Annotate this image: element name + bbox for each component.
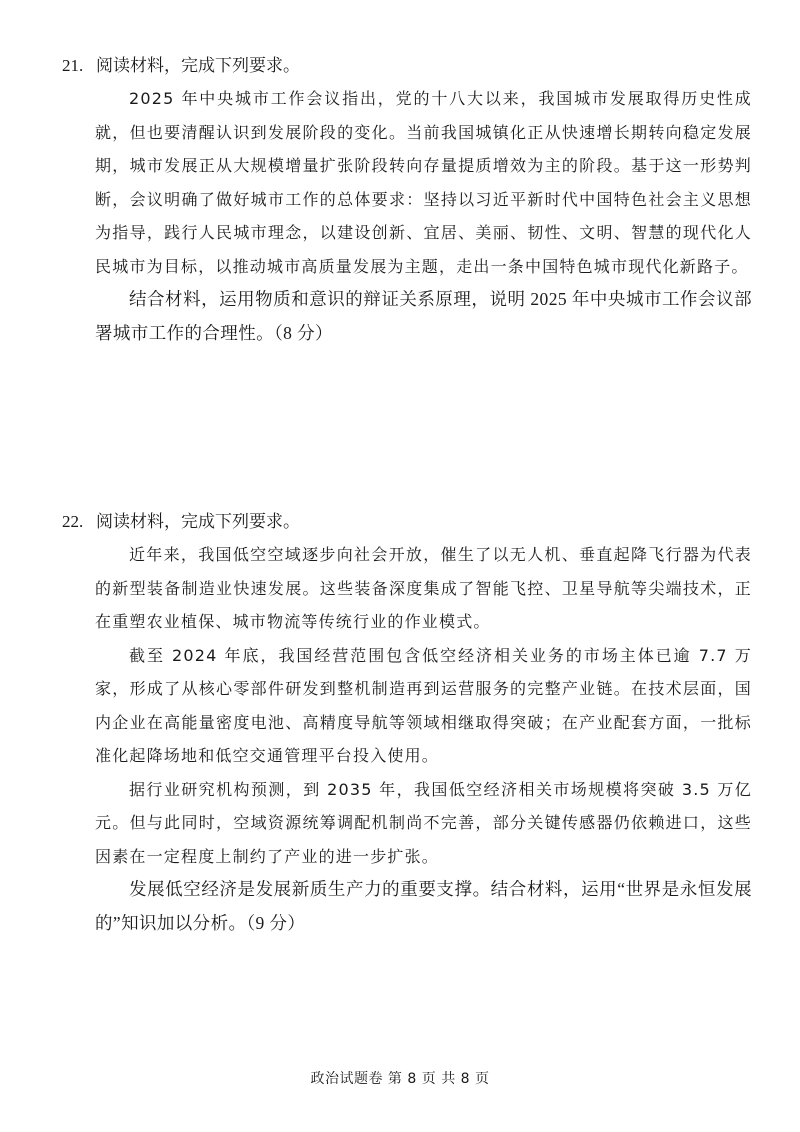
material-paragraph: 截至 2024 年底，我国经营范围包含低空经济相关业务的市场主体已逾 7.7 万家，形成了从核心零部件研发到整机制造再到运营服务的完整产业链。在技术层面，国内企业在高能量密度电池、高精度导航等领域相继取得突破；在产业配套方面，一批标准化起降场地和低空交通管理平台投入使用。 [95, 645, 752, 765]
question-header [62, 508, 752, 536]
page-footer: 政治试题卷 第 8 页 共 8 页 [310, 1071, 490, 1087]
question-instruction: 阅读材料，完成下列要求。 [96, 56, 300, 75]
material-paragraph: 据行业研究机构预测，到 2035 年，我国低空经济相关市场规模将突破 3.5 万亿元。但与此同时，空域资源统筹调配机制尚不完善，部分关键传感器仍依赖进口，这些因素在一定程度上制约了产业的进一步扩张。 [95, 779, 752, 866]
question-header [62, 52, 752, 80]
material-paragraph: 2025 年中央城市工作会议指出，党的十八大以来，我国城市发展取得历史性成就，但也要清醒认识到发展阶段的变化。当前我国城镇化正从快速增长期转向稳定发展期，城市发展正从大规模增量扩张阶段转向存量提质增效为主的阶段。基于这一形势判断，会议明确了做好城市工作的总体要求：坚持以习近平新时代中国特色社会主义思想为指导，践行人民城市理念，以建设创新、宜居、美丽、韧性、文明、智慧的现代化人民城市为目标，以推动城市高质量发展为主题，走出一条中国特色城市现代化新路子。 [95, 89, 752, 276]
question-21 [62, 52, 752, 350]
question-task: 发展低空经济是发展新质生产力的重要支撑。结合材料，运用“世界是永恒发展的”知识加以分析。（9 分） [95, 879, 752, 933]
question-task: 结合材料，运用物质和意识的辩证关系原理，说明 2025 年中央城市工作会议部署城市工作的合理性。（8 分） [95, 289, 752, 343]
question-number: 21. [62, 56, 84, 75]
question-instruction: 阅读材料，完成下列要求。 [96, 512, 300, 531]
material-paragraph: 近年来，我国低空空域逐步向社会开放，催生了以无人机、垂直起降飞行器为代表的新型装备制造业快速发展。这些装备深度集成了智能飞控、卫星导航等尖端技术，正在重塑农业植保、城市物流等传统行业的作业模式。 [95, 545, 752, 631]
question-number: 22. [62, 512, 84, 531]
question-22 [62, 508, 752, 940]
